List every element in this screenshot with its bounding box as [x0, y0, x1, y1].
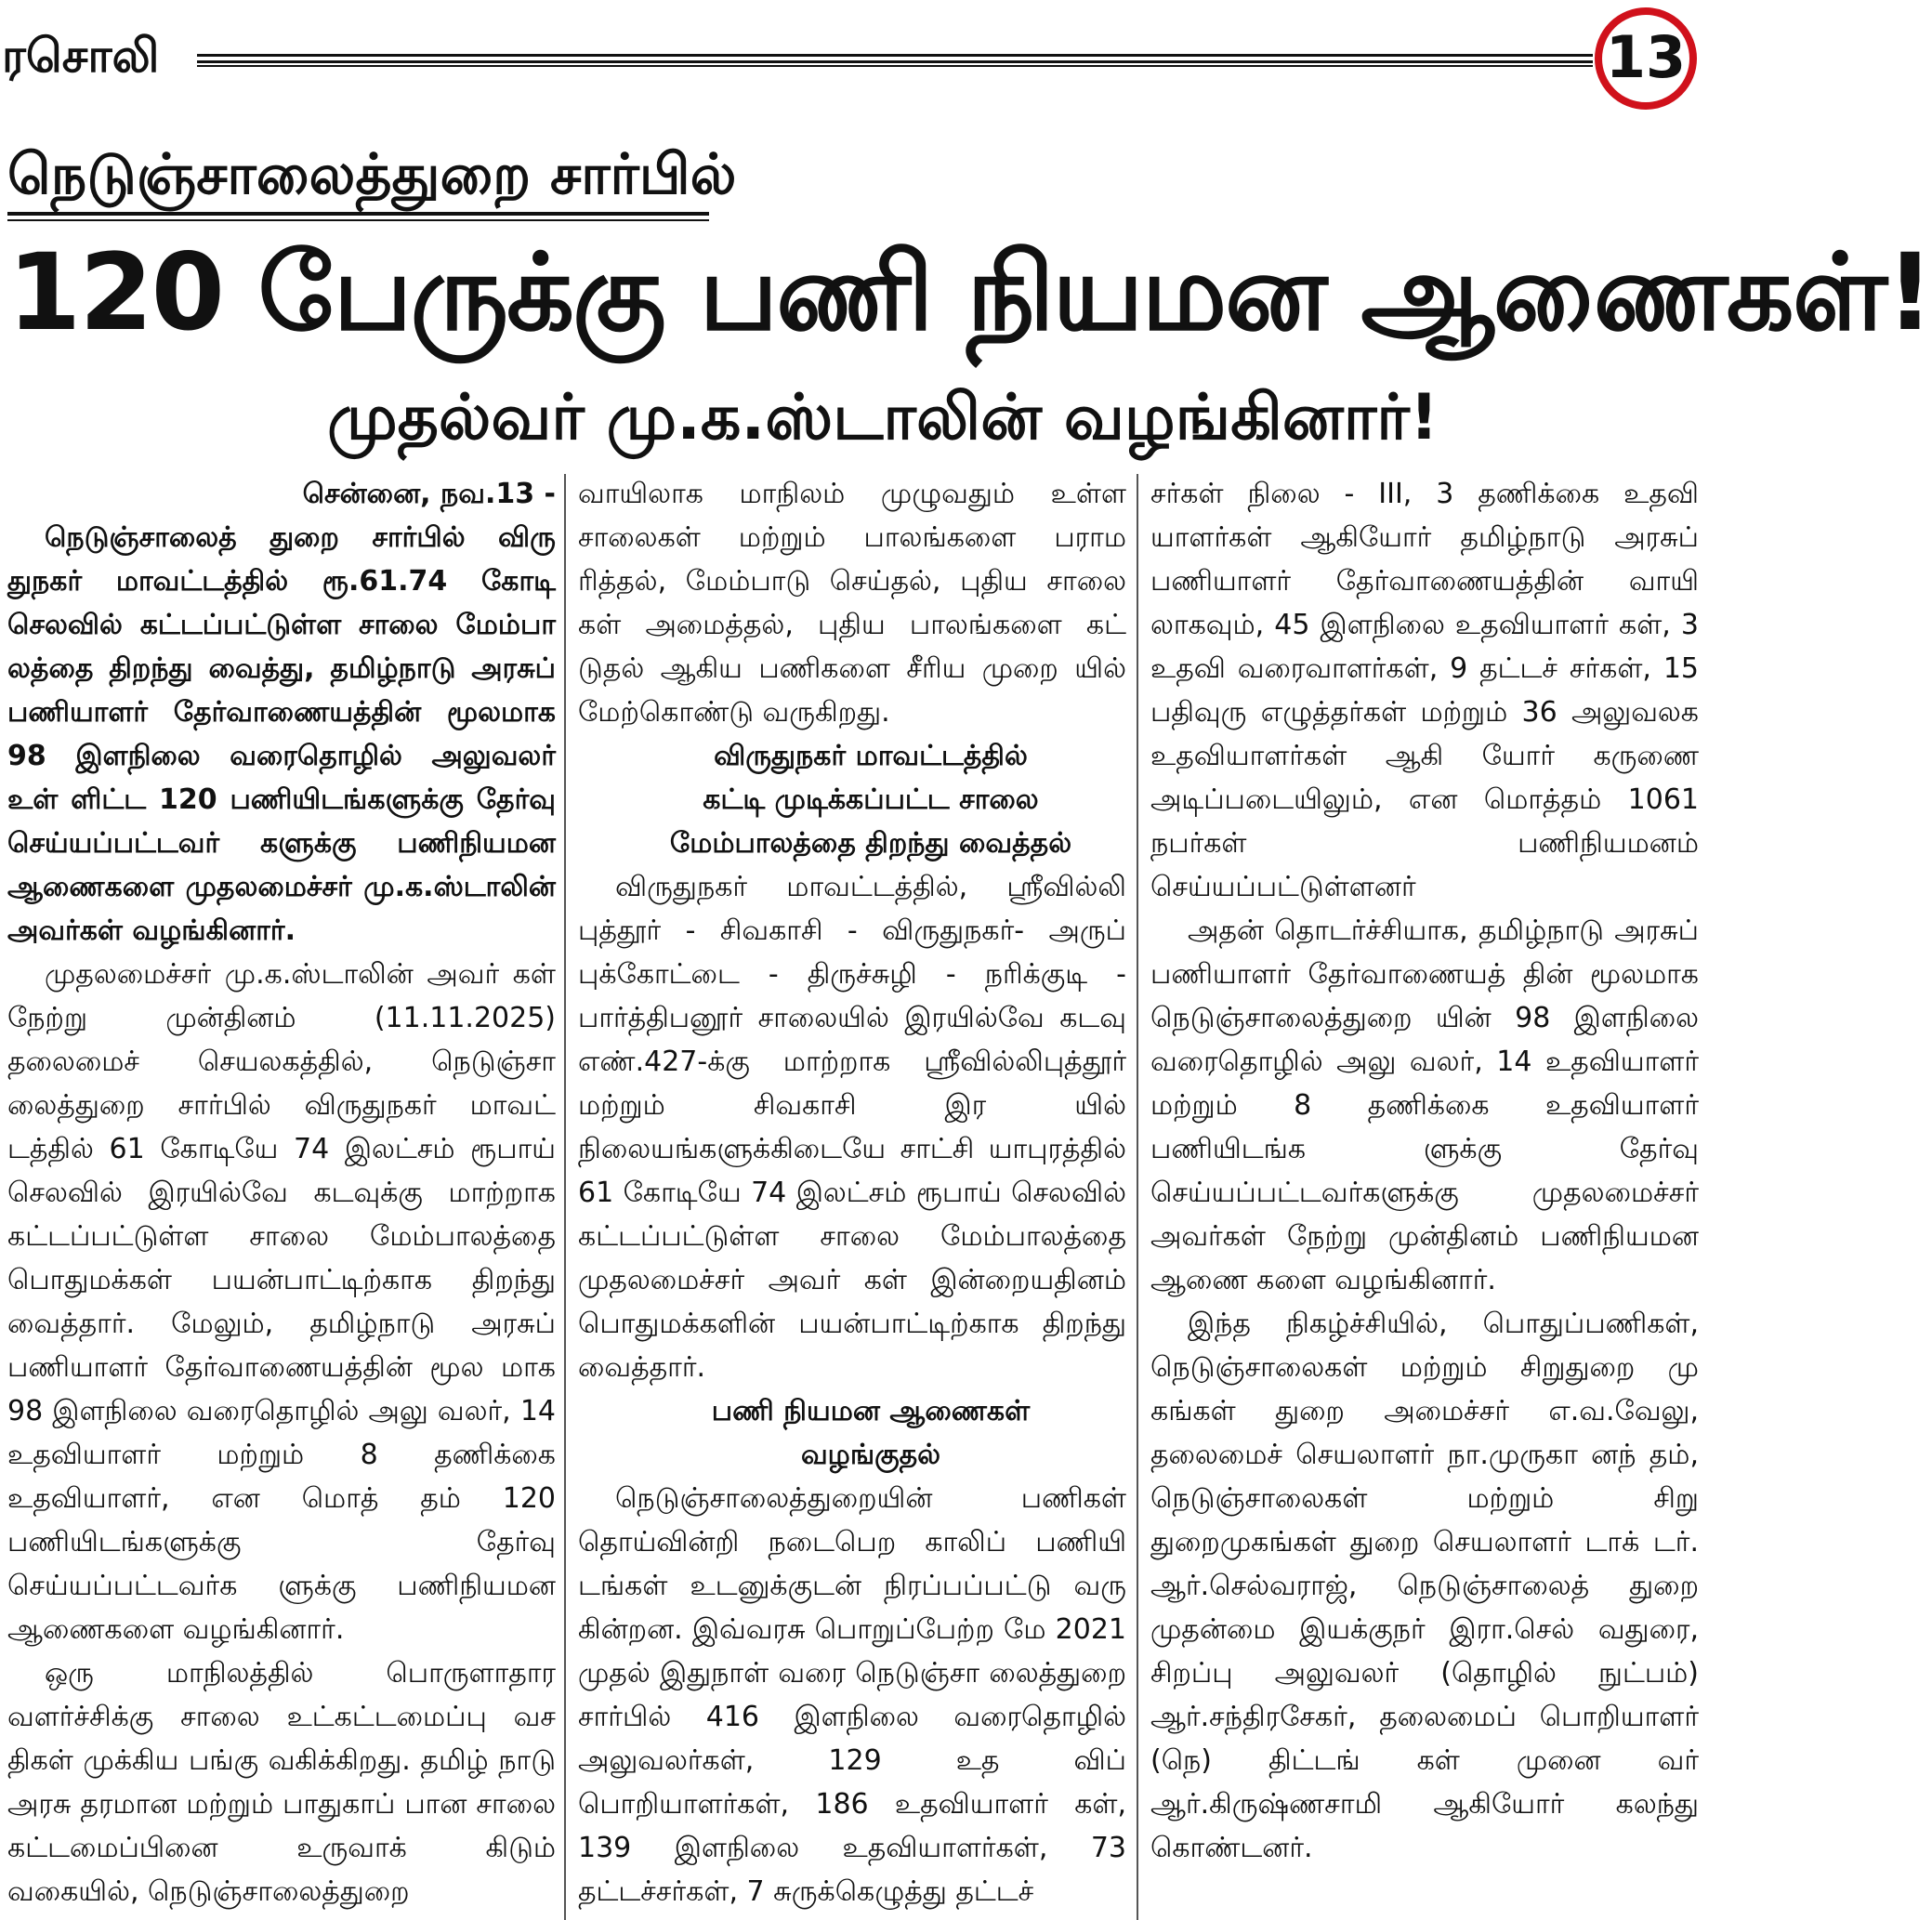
section-subhead: மேம்பாலத்தை திறந்து வைத்தல்: [669, 827, 1072, 860]
lede-paragraph: நெடுஞ்சாலைத் துறை சார்பில் விரு துநகர் மாவட்டத்தில் ரூ.61.74 கோடி செலவில் கட்டப்பட்டுள்ள சாலை மேம்பா லத்தை திறந்து வைத்து, தமிழ்நாடு அரசுப் பணியாளர் தேர்வாணையத்தின் மூலமாக 98 இளநிலை வரைதொழில் அலுவலர் உள் ளிட்ட 120 பணியிடங்களுக்கு தேர்வு செய்யப்பட்டவர் களுக்கு பணிநியமன ஆணைகளை முதலமைச்சர் மு.க.ஸ்டாலின் அவர்கள் வழங்கினார்.: [7, 521, 556, 947]
newspaper-name: ரசொலி: [2, 29, 160, 83]
kicker: நெடுஞ்சாலைத்துறை சார்பில்: [7, 142, 737, 207]
headline: 120 பேருக்கு பணி நியமன ஆணைகள்!: [7, 230, 1932, 354]
body-paragraph: இந்த நிகழ்ச்சியில், பொதுப்பணிகள், நெடுஞ்சாலைகள் மற்றும் சிறுதுறை மு கங்கள் துறை அமைச்சர் எ.வ.வேலு, தலைமைச் செயலாளர் நா.முருகா னந் தம், நெடுஞ்சாலைகள் மற்றும் சிறு துறைமுகங்கள் துறை செயலாளர் டாக் டர். ஆர்.செல்வராஜ், நெடுஞ்சாலைத் துறை முதன்மை இயக்குநர் இரா.செல் வதுரை, சிறப்பு அலுவலர் (தொழில் நுட்பம்) ஆர்.சந்திரசேகர், தலைமைப் பொறியாளர் (நெ) திட்டங் கள் முனை வர் ஆர்.கிருஷ்ணசாமி ஆகியோர் கலந்து கொண்டனர்.: [1150, 1308, 1699, 1864]
section-subhead: பணி நியமன ஆணைகள்: [711, 1395, 1031, 1427]
body-paragraph: வாயிலாக மாநிலம் முழுவதும் உள்ள சாலைகள் மற்றும் பாலங்களை பராம ரித்தல், மேம்பாடு செய்தல், புதிய சாலை கள் அமைத்தல், புதிய பாலங்களை கட் டுதல் ஆகிய பணிகளை சீரிய முறை யில் மேற்கொண்டு வருகிறது.: [578, 478, 1126, 729]
dateline: சென்னை, நவ.13 -: [302, 478, 556, 510]
section-subhead: வழங்குதல்: [800, 1439, 941, 1471]
body-paragraph: நெடுஞ்சாலைத்துறையின் பணிகள் தொய்வின்றி நடைபெற காலிப் பணியி டங்கள் உடனுக்குடன் நிரப்பப்பட்டு வரு கின்றன. இவ்வரசு பொறுப்பேற்ற மே 2021 முதல் இதுநாள் வரை நெடுஞ்சா லைத்துறை சார்பில் 416 இளநிலை வரைதொழில் அலுவலர்கள், 129 உத விப் பொறியாளர்கள், 186 உதவியாளர் கள், 139 இளநிலை உதவியாளர்கள், 73 தட்டச்சர்கள், 7 சுருக்கெழுத்து தட்டச்: [578, 1482, 1126, 1908]
article-column-3: [1150, 472, 1699, 1870]
column-divider: [564, 474, 566, 1920]
body-paragraph: முதலமைச்சர் மு.க.ஸ்டாலின் அவர் கள் நேற்று முன்தினம் (11.11.2025) தலைமைச் செயலகத்தில், நெடுஞ்சா லைத்துறை சார்பில் விருதுநகர் மாவட் டத்தில் 61 கோடியே 74 இலட்சம் ரூபாய் செலவில் இரயில்வே கடவுக்கு மாற்றாக கட்டப்பட்டுள்ள சாலை மேம்பாலத்தை பொதுமக்கள் பயன்பாட்டிற்காக திறந்து வைத்தார். மேலும், தமிழ்நாடு அரசுப் பணியாளர் தேர்வாணையத்தின் மூல மாக 98 இளநிலை வரைதொழில் அலு வலர், 14 உதவியாளர் மற்றும் 8 தணிக்கை உதவியாளர், என மொத் தம் 120 பணியிடங்களுக்கு தேர்வு செய்யப்பட்டவர்க ளுக்கு பணிநியமன ஆணைகளை வழங்கினார்.: [7, 958, 556, 1646]
masthead: [0, 0, 1704, 121]
kicker-underline: [7, 212, 709, 221]
body-paragraph: சர்கள் நிலை - III, 3 தணிக்கை உதவி யாளர்கள் ஆகியோர் தமிழ்நாடு அரசுப் பணியாளர் தேர்வாணையத்தின் வாயி லாகவும், 45 இளநிலை உதவியாளர் கள், 3 உதவி வரைவாளர்கள், 9 தட்டச் சர்கள், 15 பதிவுரு எழுத்தர்கள் மற்றும் 36 அலுவலக உதவியாளர்கள் ஆகி யோர் கருணை அடிப்படையிலும், என மொத்தம் 1061 நபர்கள் பணிநியமனம் செய்யப்பட்டுள்ளனர்: [1150, 478, 1699, 903]
section-subhead: விருதுநகர் மாவட்டத்தில்: [714, 740, 1028, 772]
article-column-2: [578, 472, 1126, 1913]
page-number-badge: 13: [1595, 7, 1697, 110]
column-divider: [1137, 474, 1138, 1920]
article-column-1: [7, 472, 556, 1913]
masthead-rule: [197, 54, 1593, 63]
body-paragraph: அதன் தொடர்ச்சியாக, தமிழ்நாடு அரசுப் பணியாளர் தேர்வாணையத் தின் மூலமாக நெடுஞ்சாலைத்துறை யின் 98 இளநிலை வரைதொழில் அலு வலர், 14 உதவியாளர் மற்றும் 8 தணிக்கை உதவியாளர் பணியிடங்க ளுக்கு தேர்வு செய்யப்பட்டவர்களுக்கு முதலமைச்சர் அவர்கள் நேற்று முன்தினம் பணிநியமன ஆணை களை வழங்கினார்.: [1150, 914, 1699, 1296]
subheadline: முதல்வர் மு.க.ஸ்டாலின் வழங்கினார்!: [327, 381, 1439, 454]
masthead-rule-thin: [197, 65, 1593, 67]
body-paragraph: விருதுநகர் மாவட்டத்தில், ஸ்ரீவில்லி புத்தூர் - சிவகாசி - விருதுநகர்- அருப் புக்கோட்டை - திருச்சுழி - நரிக்குடி - பார்த்திபனூர் சாலையில் இரயில்வே கடவு எண்.427-க்கு மாற்றாக ஸ்ரீவில்லிபுத்தூர் மற்றும் சிவகாசி இர யில் நிலையங்களுக்கிடையே சாட்சி யாபுரத்தில் 61 கோடியே 74 இலட்சம் ரூபாய் செலவில் கட்டப்பட்டுள்ள சாலை மேம்பாலத்தை முதலமைச்சர் அவர் கள் இன்றையதினம் பொதுமக்களின் பயன்பாட்டிற்காக திறந்து வைத்தார்.: [578, 871, 1126, 1384]
body-paragraph: ஒரு மாநிலத்தில் பொருளாதார வளர்ச்சிக்கு சாலை உட்கட்டமைப்பு வச திகள் முக்கிய பங்கு வகிக்கிறது. தமிழ் நாடு அரசு தரமான மற்றும் பாதுகாப் பான சாலை கட்டமைப்பினை உருவாக் கிடும் வகையில், நெடுஞ்சாலைத்துறை: [7, 1657, 556, 1908]
section-subhead: கட்டி முடிக்கப்பட்ட சாலை: [703, 783, 1039, 816]
